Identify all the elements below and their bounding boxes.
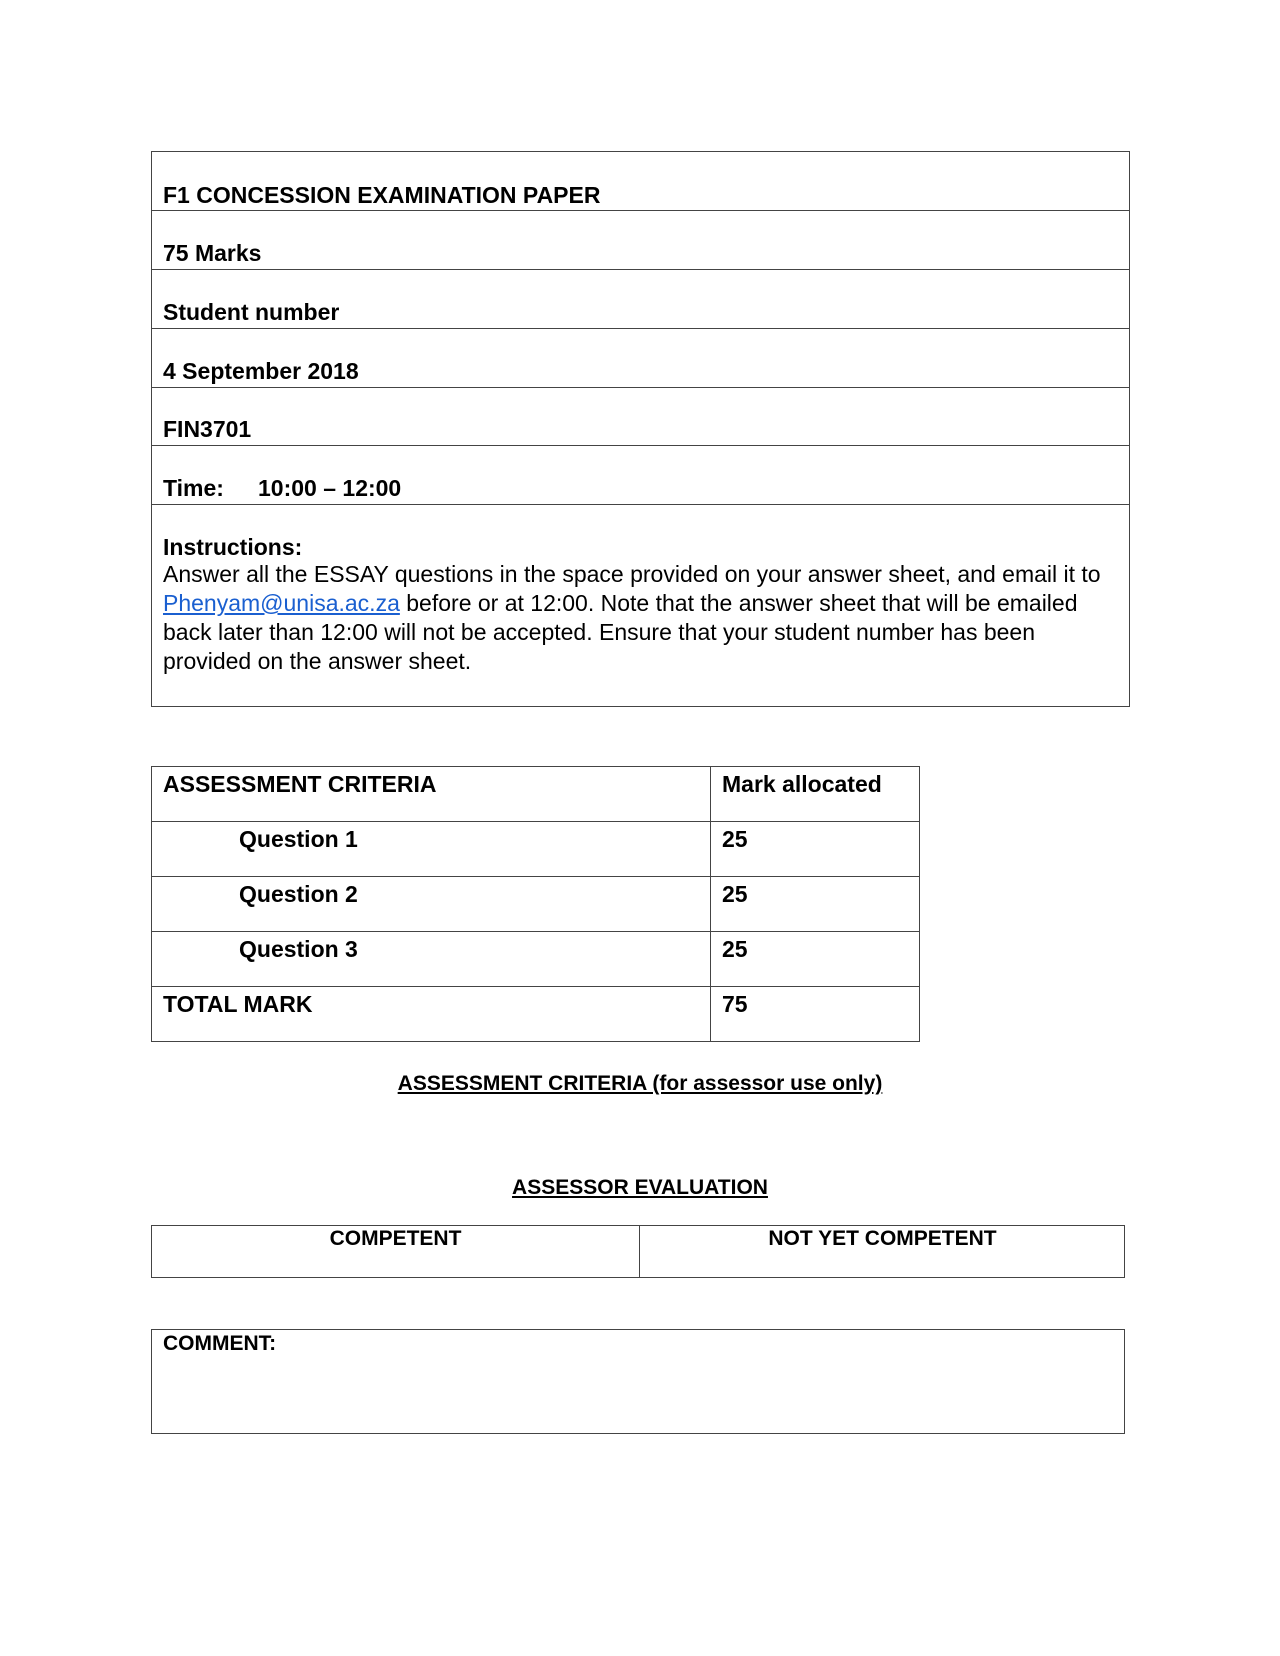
comment-box[interactable]	[151, 1329, 1125, 1434]
time-value: 10:00 – 12:00	[258, 475, 402, 501]
assessor-use-heading: ASSESSMENT CRITERIA (for assessor use only)	[397, 1072, 883, 1095]
question-mark: 25	[722, 881, 748, 907]
total-marks: 75 Marks	[163, 240, 262, 266]
email-link[interactable]: Phenyam@unisa.ac.za	[163, 590, 400, 616]
total-mark-value: 75	[722, 991, 748, 1017]
mark-header: Mark allocated	[722, 771, 882, 797]
exam-info-table	[151, 151, 1130, 707]
module-code: FIN3701	[163, 416, 252, 442]
question-mark: 25	[722, 826, 748, 852]
exam-date: 4 September 2018	[163, 358, 359, 384]
question-label: Question 3	[239, 936, 358, 962]
student-number-label: Student number	[163, 299, 340, 325]
instructions-label: Instructions:	[163, 534, 303, 560]
question-label: Question 1	[239, 826, 358, 852]
criteria-header: ASSESSMENT CRITERIA	[163, 771, 437, 797]
assessor-evaluation-heading: ASSESSOR EVALUATION	[512, 1176, 768, 1199]
comment-label: COMMENT:	[163, 1332, 277, 1355]
instructions-text: Answer all the ESSAY questions in the space provided on your answer sheet, and email it to Phenyam@unisa.ac.za before or at 12:00. Note that the answer sheet that will be emailed back later than 12:00 will not be accepted. Ensure that your student number has been provided on the answer sheet.	[163, 561, 1101, 674]
question-label: Question 2	[239, 881, 358, 907]
exam-title: F1 CONCESSION EXAMINATION PAPER	[163, 182, 601, 208]
total-mark-label: TOTAL MARK	[163, 991, 313, 1017]
assessment-criteria-table	[151, 766, 920, 1042]
time-label: Time:	[163, 475, 224, 501]
competent-cell[interactable]: COMPETENT	[329, 1227, 462, 1250]
not-yet-competent-cell[interactable]: NOT YET COMPETENT	[768, 1227, 997, 1250]
evaluation-table	[151, 1225, 1125, 1278]
question-mark: 25	[722, 936, 748, 962]
